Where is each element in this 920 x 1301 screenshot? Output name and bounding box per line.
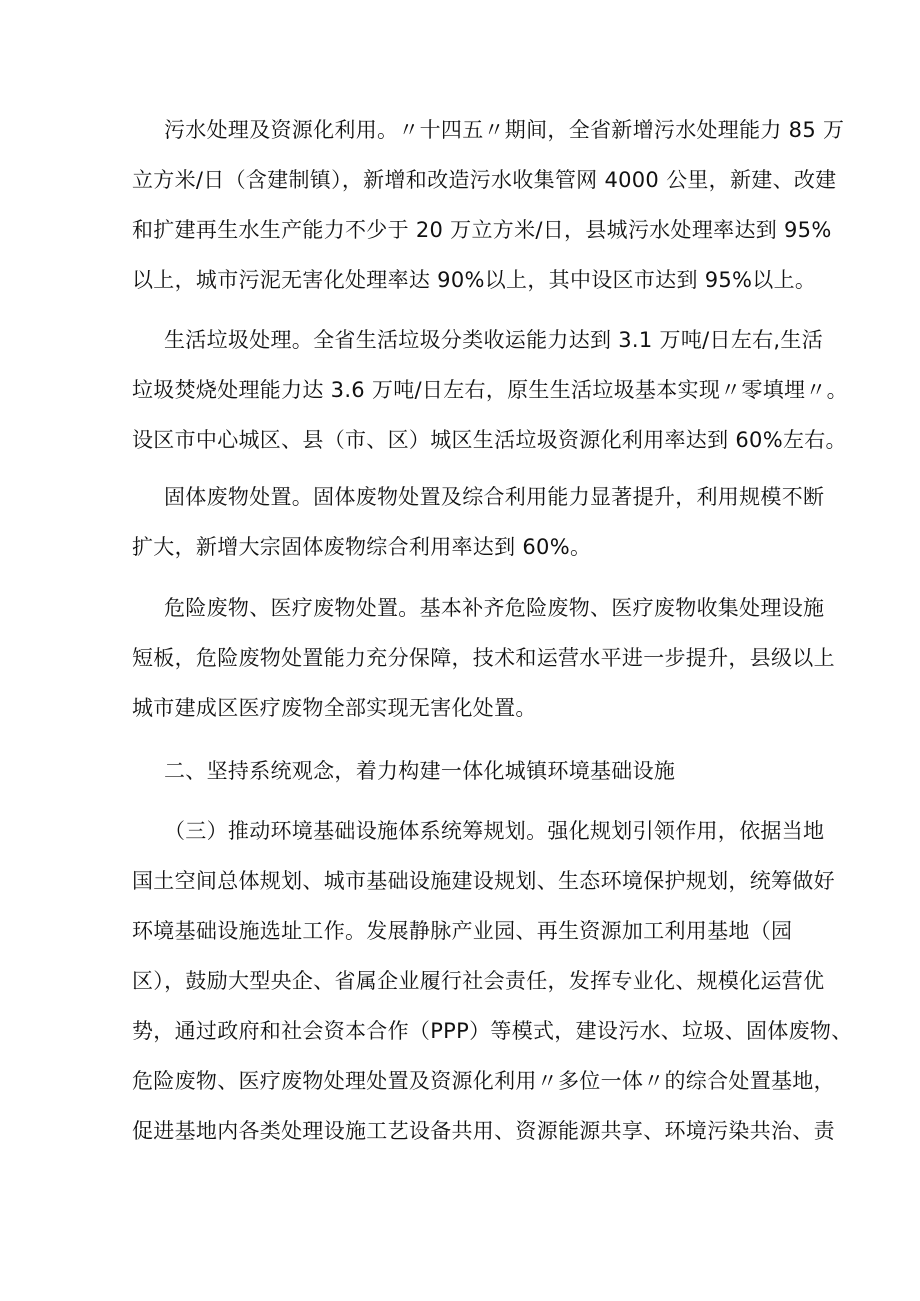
paragraph-sewage-treatment (132, 105, 845, 305)
text-line: 垃圾焚烧处理能力达 3.6 万吨/日左右，原生生活垃圾基本实现〃零填埋〃。 (132, 378, 848, 402)
text-line: 区），鼓励大型央企、省属企业履行社会责任，发挥专业化、规模化运营优 (132, 969, 825, 993)
section-heading: 二、坚持系统观念，着力构建一体化城镇环境基础设施 (164, 759, 676, 783)
text-line: 和扩建再生水生产能力不少于 20 万立方米/日，县城污水处理率达到 95% (132, 218, 832, 242)
text-line: （三）推动环境基础设施体系统筹规划。强化规划引领作用，依据当地 (164, 819, 825, 843)
paragraph-hazardous-waste (132, 583, 835, 733)
text-line: 短板，危险废物处置能力充分保障，技术和运营水平进一步提升，县级以上 (132, 646, 835, 670)
text-line: 以上，城市污泥无害化处理率达 90%以上，其中设区市达到 95%以上。 (132, 268, 817, 292)
text-line: 危险废物、医疗废物处理处置及资源化利用〃多位一体〃的综合处置基地， (132, 1069, 835, 1093)
text-line: 生活垃圾处理。全省生活垃圾分类收运能力达到 3.1 万吨/日左右,生活 (164, 328, 823, 352)
text-line: 促进基地内各类处理设施工艺设备共用、资源能源共享、环境污染共治、责 (132, 1119, 835, 1143)
text-line: 城市建成区医疗废物全部实现无害化处置。 (132, 696, 537, 720)
text-line: 危险废物、医疗废物处置。基本补齐危险废物、医疗废物收集处理设施 (164, 596, 825, 620)
text-line: 势，通过政府和社会资本合作（PPP）等模式，建设污水、垃圾、固体废物、 (132, 1019, 853, 1043)
paragraph-solid-waste (132, 472, 825, 572)
text-line: 环境基础设施选址工作。发展静脉产业园、再生资源加工利用基地（园 (132, 919, 793, 943)
paragraph-domestic-waste (132, 315, 848, 465)
paragraph-planning (132, 806, 853, 1156)
text-line: 固体废物处置。固体废物处置及综合利用能力显著提升，利用规模不断 (164, 485, 825, 509)
text-line: 国土空间总体规划、城市基础设施建设规划、生态环境保护规划，统筹做好 (132, 869, 835, 893)
text-line: 扩大，新增大宗固体废物综合利用率达到 60%。 (132, 535, 592, 559)
text-line: 立方米/日（含建制镇），新增和改造污水收集管网 4000 公里，新建、改建 (132, 168, 837, 192)
text-line: 污水处理及资源化利用。〃十四五〃期间，全省新增污水处理能力 85 万 (164, 118, 845, 142)
text-line: 设区市中心城区、县（市、区）城区生活垃圾资源化利用率达到 60%左右。 (132, 428, 847, 452)
section-heading-two (132, 746, 802, 796)
